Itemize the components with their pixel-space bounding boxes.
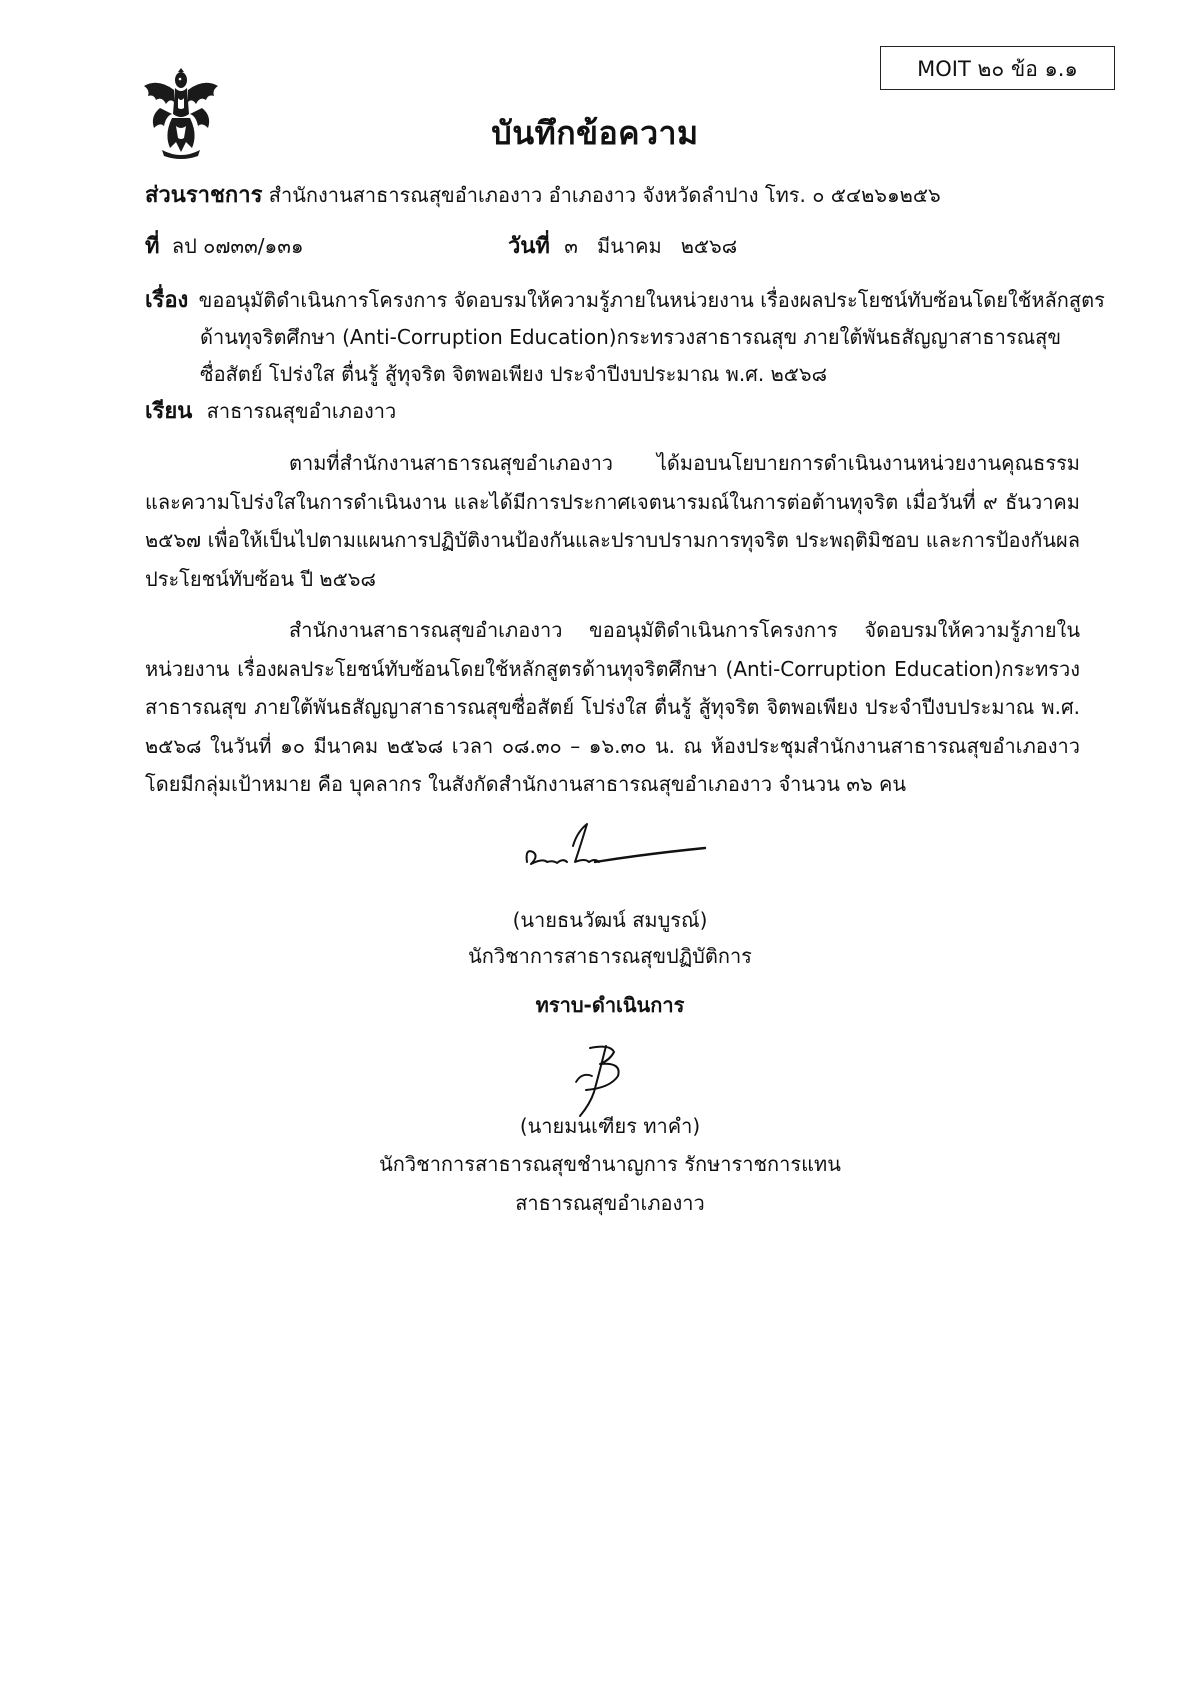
reference-label: ที่ xyxy=(145,234,160,259)
document-code-box: MOIT ๒๐ ข้อ ๑.๑ xyxy=(880,46,1115,90)
signer-2-position-2: สาธารณสุขอำเภองาว xyxy=(515,1191,705,1215)
signer-2-name: (นายมนเฑียร ทาคำ) xyxy=(519,1114,701,1138)
date-line xyxy=(508,233,737,260)
agency-label: ส่วนราชการ xyxy=(145,183,263,208)
agency-value: สำนักงานสาธารณสุขอำเภองาว อำเภองาว จังหวัดลำปาง โทร. ๐ ๕๔๒๖๑๒๕๖ xyxy=(268,183,941,207)
subject-line-2: ด้านทุจริตศึกษา (Anti-Corruption Education)กระทรวงสาธารณสุข ภายใต้พันธสัญญาสาธารณสุข xyxy=(200,325,1062,349)
to-line xyxy=(145,398,396,425)
date-value: ๓ มีนาคม ๒๕๖๘ xyxy=(564,234,738,258)
agency-line xyxy=(145,182,941,209)
document-title: บันทึกข้อความ xyxy=(491,114,699,152)
approval-text: ทราบ-ดำเนินการ xyxy=(535,993,685,1017)
signer-1-name: (นายธนวัฒน์ สมบูรณ์) xyxy=(512,908,708,932)
to-label: เรียน xyxy=(145,399,193,424)
signer-1-position: นักวิชาการสาธารณสุขปฏิบัติการ xyxy=(468,944,752,968)
subject-text-1: ขออนุมัติดำเนินการโครงการ จัดอบรมให้ความรู้ภายในหน่วยงาน เรื่องผลประโยชน์ทับซ้อนโดยใช้หลักสูตร xyxy=(198,288,1105,312)
reference-value: ลป ๐๗๓๓/๑๓๑ xyxy=(171,234,304,258)
date-label: วันที่ xyxy=(508,234,550,259)
subject-line-1 xyxy=(145,287,1105,314)
signature-1-icon xyxy=(515,818,715,878)
reference-line xyxy=(145,233,304,260)
body-paragraph-2: สำนักงานสาธารณสุขอำเภองาว ขออนุมัติดำเนินการโครงการ จัดอบรมให้ความรู้ภายในหน่วยงาน เรื่องผลประโยชน์ทับซ้อนโดยใช้หลักสูตรด้านทุจริตศึกษา (Anti-Corruption Education)กระทรวงสาธารณสุข ภายใต้พันธสัญญาสาธารณสุขซื่อสัตย์ โปร่งใส ตื่นรู้ สู้ทุจริต จิตพอเพียง ประจำปีงบประมาณ พ.ศ. ๒๕๖๘ ในวันที่ ๑๐ มีนาคม ๒๕๖๘ เวลา ๐๘.๓๐ – ๑๖.๓๐ น. ณ ห้องประชุมสำนักงานสาธารณสุขอำเภองาว โดยมีกลุ่มเป้าหมาย คือ บุคลากร ในสังกัดสำนักงานสาธารณสุขอำเภองาว จำนวน ๓๖ คน xyxy=(145,618,1080,796)
signer-2-position: นักวิชาการสาธารณสุขชำนาญการ รักษาราชการแทน xyxy=(379,1152,841,1176)
subject-label: เรื่อง xyxy=(145,288,189,313)
to-value: สาธารณสุขอำเภองาว xyxy=(206,399,397,423)
subject-line-3: ซื่อสัตย์ โปร่งใส ตื่นรู้ สู้ทุจริต จิตพอเพียง ประจำปีงบประมาณ พ.ศ. ๒๕๖๘ xyxy=(200,362,828,386)
body-paragraph-1: ตามที่สำนักงานสาธารณสุขอำเภองาว ได้มอบนโยบายการดำเนินงานหน่วยงานคุณธรรม และความโปร่งใสในการดำเนินงาน และได้มีการประกาศเจตนารมณ์ในการต่อต้านทุจริต เมื่อวันที่ ๙ ธันวาคม ๒๕๖๗ เพื่อให้เป็นไปตามแผนการปฏิบัติงานป้องกันและปราบปรามการทุจริต ประพฤติมิชอบ และการป้องกันผลประโยชน์ทับซ้อน ปี ๒๕๖๘ xyxy=(145,451,1080,591)
